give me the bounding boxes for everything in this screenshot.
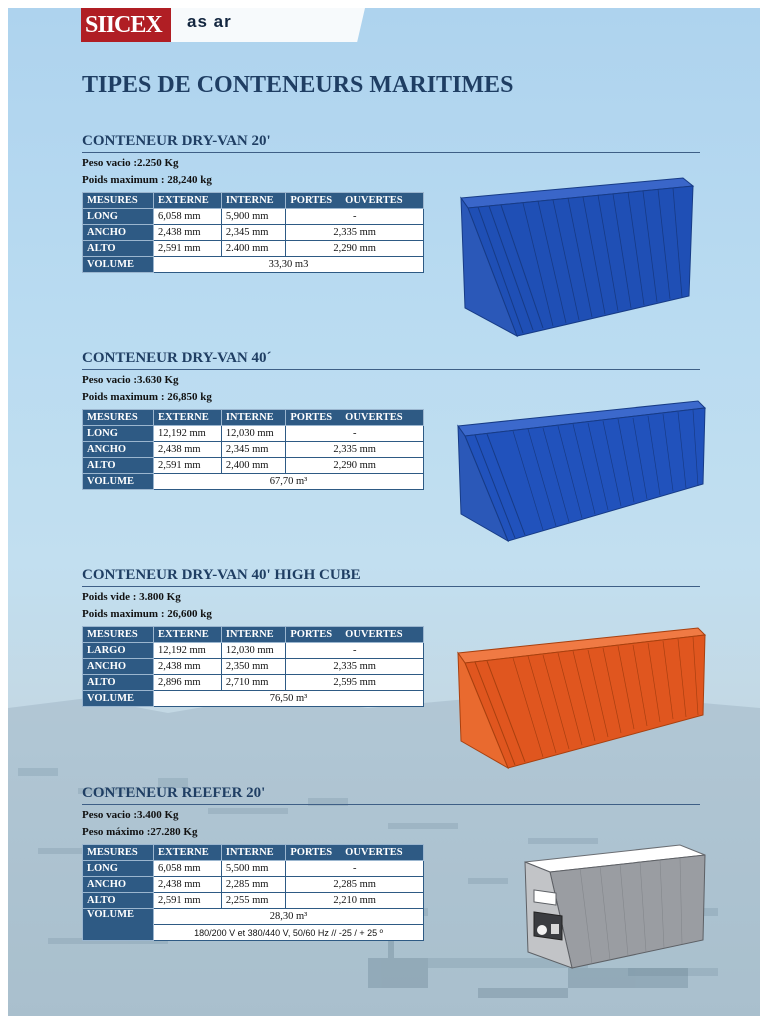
volume-row [83,474,424,490]
cell-externe: 12,192 mm [154,426,222,442]
dimensions-table [82,409,424,490]
cell-externe: 2,591 mm [154,241,222,257]
cell-interne: 2,400 mm [221,458,286,474]
row-label: ALTO [83,893,154,909]
table-row [83,442,424,458]
table-row [83,426,424,442]
cell-portes: 2,290 mm [286,458,424,474]
dry-van-40-container-image [453,396,713,546]
cell-portes: 2,285 mm [286,877,424,893]
cell-volume: 28,30 m³ [154,909,424,925]
row-label: LONG [83,861,154,877]
cell-volume: 67,70 m³ [154,474,424,490]
empty-weight: Peso vacio :3.630 Kg [82,374,179,386]
cell-portes: 2,335 mm [286,659,424,675]
row-label: VOLUME [83,474,154,490]
table-header-row [83,845,424,861]
cell-externe: 2,438 mm [154,877,222,893]
empty-weight: Peso vacio :2.250 Kg [82,157,179,169]
cell-portes: - [286,643,424,659]
cell-externe: 2,591 mm [154,458,222,474]
cell-portes: - [286,426,424,442]
table-row [83,458,424,474]
row-label: VOLUME [83,257,154,273]
col-header-externe: EXTERNE [154,193,222,209]
col-header-mesures: MESURES [83,627,154,643]
cell-portes: 2,335 mm [286,225,424,241]
row-label: ALTO [83,675,154,691]
table-header-row [83,410,424,426]
cell-externe: 2,591 mm [154,893,222,909]
table-header-row [83,627,424,643]
table-header-row [83,193,424,209]
cell-interne: 12,030 mm [221,426,286,442]
cell-portes: - [286,861,424,877]
dimensions-table [82,192,424,273]
row-label: ANCHO [83,225,154,241]
col-header-interne: INTERNE [221,845,286,861]
max-weight: Poids maximum : 26,600 kg [82,608,212,620]
col-header-portes: PORTES OUVERTES [286,627,424,643]
cell-interne: 2,255 mm [221,893,286,909]
volume-row [83,691,424,707]
row-label: LONG [83,209,154,225]
cell-externe: 2,896 mm [154,675,222,691]
section-title: CONTENEUR DRY-VAN 20' [82,133,700,153]
logo-tagline: as ar [187,12,232,31]
cell-interne: 2,345 mm [221,225,286,241]
high-cube-container-image [453,623,713,773]
cell-externe: 12,192 mm [154,643,222,659]
max-weight: Poids maximum : 28,240 kg [82,174,212,186]
dry-van-20-container-image [453,168,703,338]
cell-power-note: 180/200 V et 380/440 V, 50/60 Hz // -25 / + 25 º [154,925,424,941]
cell-externe: 6,058 mm [154,209,222,225]
reefer-container-image [520,840,710,970]
volume-row [83,257,424,273]
table-row [83,675,424,691]
volume-row [83,909,424,925]
col-header-portes: PORTES OUVERTES [286,410,424,426]
cell-interne: 5,500 mm [221,861,286,877]
cell-interne: 2,345 mm [221,442,286,458]
row-label: ALTO [83,241,154,257]
col-header-portes: PORTES OUVERTES [286,845,424,861]
col-header-mesures: MESURES [83,193,154,209]
row-label: VOLUME [83,909,154,941]
page-title: TIPES DE CONTENEURS MARITIMES [82,72,514,98]
table-row [83,893,424,909]
table-row [83,209,424,225]
cell-portes: 2,595 mm [286,675,424,691]
cell-portes: 2,290 mm [286,241,424,257]
cell-volume: 33,30 m3 [154,257,424,273]
row-label: ANCHO [83,442,154,458]
row-label: LARGO [83,643,154,659]
cell-externe: 2,438 mm [154,442,222,458]
table-row [83,225,424,241]
empty-weight: Peso vacio :3.400 Kg [82,809,179,821]
col-header-portes: PORTES OUVERTES [286,193,424,209]
section-title: CONTENEUR REEFER 20' [82,785,700,805]
dimensions-table [82,626,424,707]
cell-interne: 2,350 mm [221,659,286,675]
section-title: CONTENEUR DRY-VAN 40´ [82,350,700,370]
brochure-page [8,8,760,1016]
row-label: LONG [83,426,154,442]
cell-portes: 2,210 mm [286,893,424,909]
cell-externe: 6,058 mm [154,861,222,877]
row-label: ANCHO [83,659,154,675]
col-header-interne: INTERNE [221,627,286,643]
col-header-interne: INTERNE [221,410,286,426]
table-row [83,861,424,877]
cell-portes: 2,335 mm [286,442,424,458]
col-header-mesures: MESURES [83,410,154,426]
cell-volume: 76,50 m³ [154,691,424,707]
row-label: ALTO [83,458,154,474]
logo-mark: SIICEX [81,8,171,42]
table-row [83,241,424,257]
cell-externe: 2,438 mm [154,659,222,675]
header-logo[interactable] [81,8,371,44]
col-header-interne: INTERNE [221,193,286,209]
cell-interne: 2,710 mm [221,675,286,691]
cell-portes: - [286,209,424,225]
cell-interne: 5,900 mm [221,209,286,225]
dimensions-table [82,844,424,941]
cell-interne: 12,030 mm [221,643,286,659]
max-weight: Poids maximum : 26,850 kg [82,391,212,403]
table-row [83,643,424,659]
col-header-externe: EXTERNE [154,845,222,861]
col-header-externe: EXTERNE [154,410,222,426]
row-label: VOLUME [83,691,154,707]
table-row [83,877,424,893]
empty-weight: Poids vide : 3.800 Kg [82,591,181,603]
table-row [83,659,424,675]
col-header-externe: EXTERNE [154,627,222,643]
cell-interne: 2,285 mm [221,877,286,893]
col-header-mesures: MESURES [83,845,154,861]
cell-externe: 2,438 mm [154,225,222,241]
row-label: ANCHO [83,877,154,893]
cell-interne: 2.400 mm [221,241,286,257]
section-title: CONTENEUR DRY-VAN 40' HIGH CUBE [82,567,700,587]
max-weight: Peso máximo :27.280 Kg [82,826,198,838]
